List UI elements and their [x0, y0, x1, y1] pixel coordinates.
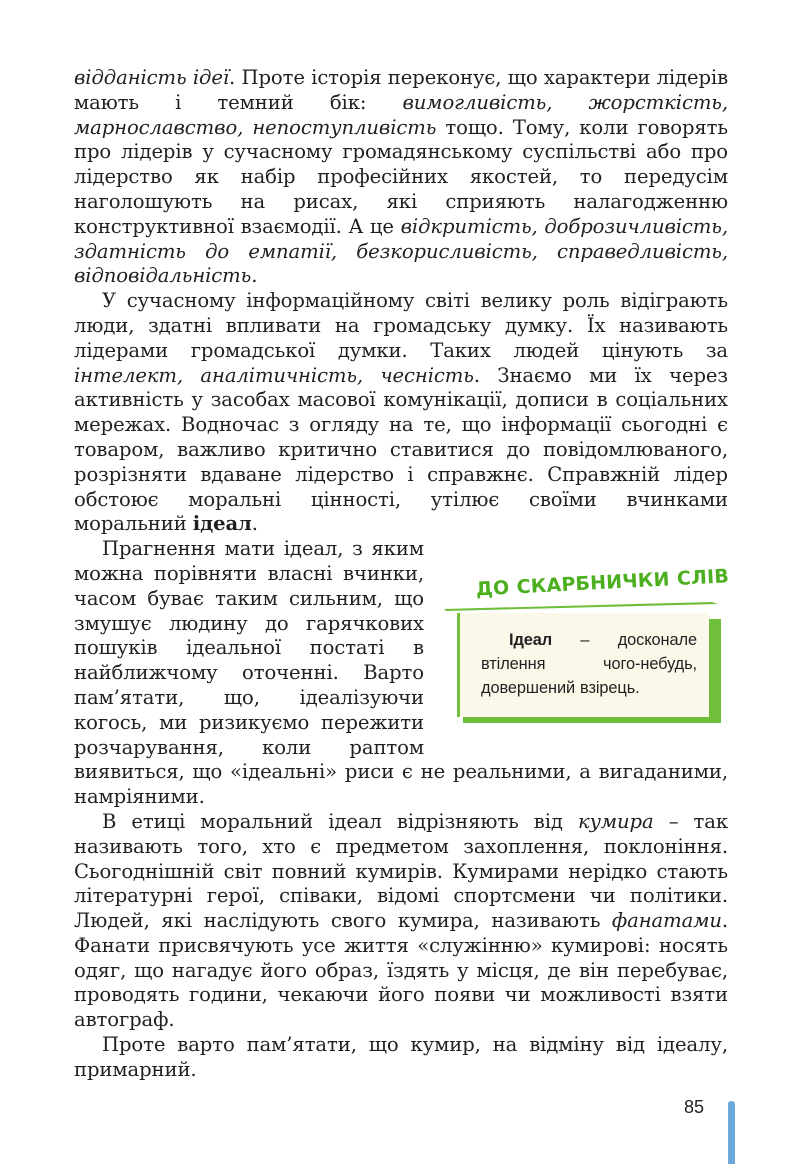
emphasis: відкритість, доброзичливість, здатність до емпатії, безкорисливість, справедливість, відповідальність [74, 214, 728, 288]
page-number: 85 [684, 1097, 705, 1117]
callout-card [457, 613, 709, 717]
text-run: тощо. Тому, коли говорять про лідерів у сучасному громадянському суспільстві або про лідерство як набір професійних якостей, то передусім наголошують на рисах, які сприяють налагодженню конструктивної взаємодії. А це [74, 115, 728, 238]
text-run: Проте варто пам’ятати, що кумир, на відміну від ідеалу, примарний. [74, 1033, 728, 1081]
callout-definition: – досконале втілення чого-небудь, довершений взірець. [481, 631, 697, 698]
paragraph-2 [74, 289, 728, 537]
emphasis: фанатами [611, 909, 722, 933]
callout-term: Ідеал [509, 631, 553, 650]
emphasis: вимогливість, жорсткість, марнославство, непоступливість [74, 90, 728, 139]
callout-title: ДО СКАРБНИЧКИ СЛІВ [475, 565, 730, 601]
text-run: . [251, 512, 258, 536]
emphasis: інтелект, аналітичність, чесність [74, 363, 474, 387]
text-run: – так називають того, хто є предметом захоплення, поклоніння. Сьогоднішній світ повний кумирів. Кумирами нерідко стають літературні герої, співаки, відомі спортсмени чи політики. Людей, які наслідують свого кумира, називають [74, 809, 728, 933]
key-term: ідеал [192, 512, 252, 536]
emphasis: відданість ідеї [74, 66, 230, 89]
paragraph-1 [74, 66, 728, 289]
page-edge-bar [728, 1101, 735, 1164]
text-run: . Проте історія переконує, що характери лідерів мають і темний бік: [74, 66, 729, 114]
paragraph-4 [74, 810, 728, 1033]
text-run: . Фанати присвячують усе життя «служінню» кумирові: носять одяг, що нагадує його образ, їздять у місця, де він перебуває, проводять години, чекаючи його появи чи можливості взяти автограф. [74, 909, 728, 1032]
text-run: У сучасному інформаційному світі велику роль відіграють люди, здатні впливати на громадську думку. Їх називають лідерами громадської думки. Таких людей цінують за [74, 289, 728, 362]
text-run: . Знаємо ми їх через активність у засобах масової комунікації, дописи в соціальних мережах. Водночас з огляду на те, що інформації сьогодні є товаром, важливо критично ставитися до повідомлюваного, розрізняти вдаване лідерство і справжнє. Справжній лідер обстоює моральні цінності, утілює своїми вчинками моральний [74, 363, 728, 536]
text-run: В етиці моральний ідеал відрізняють від [102, 809, 578, 833]
paragraph-3 [74, 537, 728, 810]
paragraph-5 [74, 1033, 728, 1083]
emphasis: кумира [578, 809, 654, 833]
text-run: Прагнення мати ідеал, з яким можна порівняти власні вчинки, часом буває таким сильним, що змушує людину до гарячкових пошуків ідеальної постаті в найближчому оточенні. Варто пам’ятати, що, ідеалізуючи когось, ми ризикуємо пережити розчарування, коли раптом виявиться, що «ідеальні» риси є не реальними, а вигаданими, намріяними. [74, 537, 728, 809]
page-body [74, 66, 728, 1083]
text-run: . [251, 264, 258, 288]
vocabulary-callout [438, 537, 728, 747]
callout-underline-icon [442, 601, 722, 611]
